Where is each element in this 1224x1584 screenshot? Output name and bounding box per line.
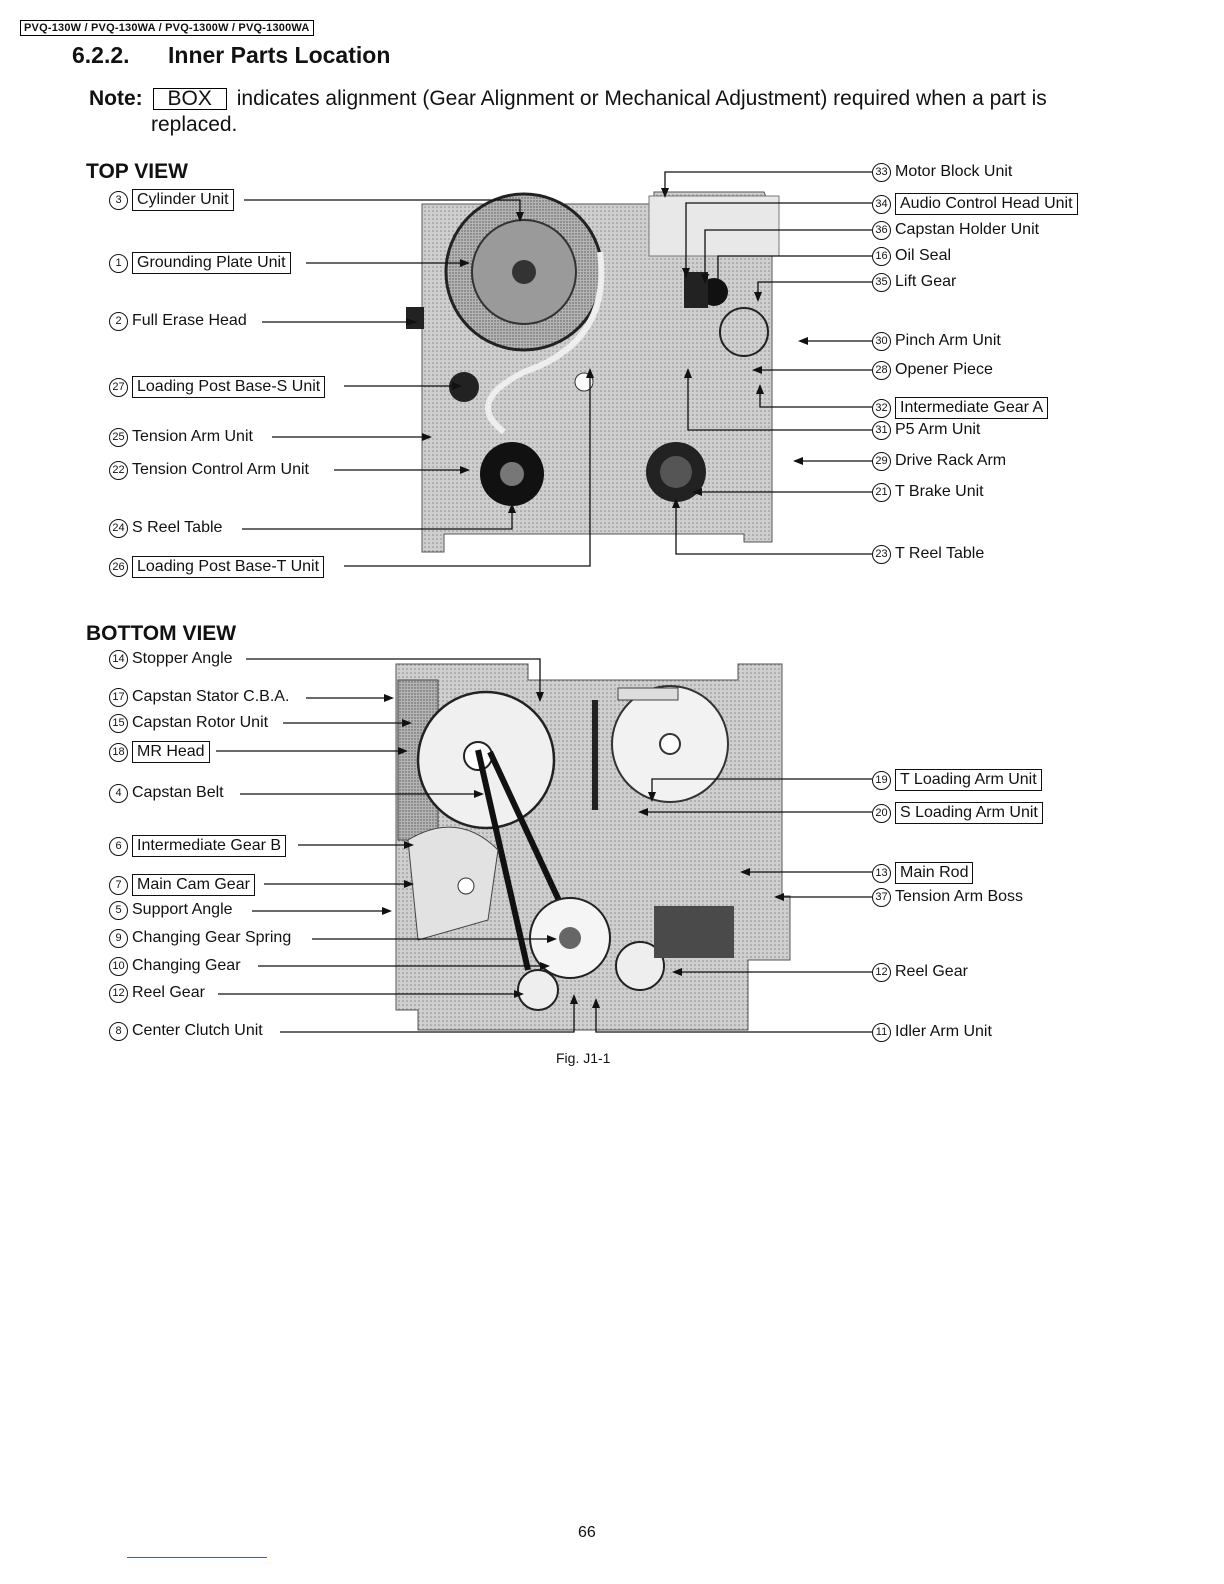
label-t-loading-arm-unit: 19 T Loading Arm Unit	[872, 769, 1042, 791]
footer-link-line	[127, 1557, 267, 1558]
label-p5-arm-unit: 31 P5 Arm Unit	[872, 420, 980, 440]
label-t-reel-table: 23 T Reel Table	[872, 544, 984, 564]
label-support-angle: 5 Support Angle	[109, 900, 233, 920]
label-pinch-arm-unit: 30 Pinch Arm Unit	[872, 331, 1001, 351]
model-numbers-header: PVQ-130W / PVQ-130WA / PVQ-1300W / PVQ-1300WA	[20, 20, 314, 36]
note-box-word: BOX	[153, 88, 227, 110]
label-t-brake-unit: 21 T Brake Unit	[872, 482, 984, 502]
label-intermediate-gear-a: 32 Intermediate Gear A	[872, 397, 1048, 419]
label-capstan-rotor-unit: 15 Capstan Rotor Unit	[109, 713, 268, 733]
label-s-loading-arm-unit: 20 S Loading Arm Unit	[872, 802, 1043, 824]
label-main-rod: 13 Main Rod	[872, 862, 973, 884]
label-reel-gear-left: 12 Reel Gear	[109, 983, 205, 1003]
label-grounding-plate-unit: 1 Grounding Plate Unit	[109, 252, 291, 274]
label-reel-gear-right: 12 Reel Gear	[872, 962, 968, 982]
label-tension-control-arm-unit: 22 Tension Control Arm Unit	[109, 460, 309, 480]
label-cylinder-unit: 3 Cylinder Unit	[109, 189, 234, 211]
label-s-reel-table: 24 S Reel Table	[109, 518, 222, 538]
label-mr-head: 18 MR Head	[109, 741, 210, 763]
label-tension-arm-unit: 25 Tension Arm Unit	[109, 427, 253, 447]
label-stopper-angle: 14 Stopper Angle	[109, 649, 233, 669]
label-idler-arm-unit: 11 Idler Arm Unit	[872, 1022, 992, 1042]
label-drive-rack-arm: 29 Drive Rack Arm	[872, 451, 1006, 471]
page-number: 66	[578, 1524, 596, 1541]
section-title: Inner Parts Location	[168, 42, 391, 68]
label-intermediate-gear-b: 6 Intermediate Gear B	[109, 835, 286, 857]
label-loading-post-base-s-unit: 27 Loading Post Base-S Unit	[109, 376, 325, 398]
note-lead: Note:	[89, 87, 143, 110]
label-center-clutch-unit: 8 Center Clutch Unit	[109, 1021, 263, 1041]
label-main-cam-gear: 7 Main Cam Gear	[109, 874, 255, 896]
note-line-2: replaced.	[151, 113, 238, 136]
label-capstan-holder-unit: 36 Capstan Holder Unit	[872, 220, 1039, 240]
label-opener-piece: 28 Opener Piece	[872, 360, 993, 380]
label-lift-gear: 35 Lift Gear	[872, 272, 956, 292]
label-oil-seal: 16 Oil Seal	[872, 246, 951, 266]
label-capstan-stator-cba: 17 Capstan Stator C.B.A.	[109, 687, 289, 707]
label-tension-arm-boss: 37 Tension Arm Boss	[872, 887, 1023, 907]
figure-caption: Fig. J1-1	[556, 1050, 611, 1066]
bottom-view-title: BOTTOM VIEW	[86, 622, 237, 645]
label-full-erase-head: 2 Full Erase Head	[109, 311, 247, 331]
label-motor-block-unit: 33 Motor Block Unit	[872, 162, 1012, 182]
label-changing-gear: 10 Changing Gear	[109, 956, 241, 976]
label-capstan-belt: 4 Capstan Belt	[109, 783, 224, 803]
label-loading-post-base-t-unit: 26 Loading Post Base-T Unit	[109, 556, 324, 578]
label-changing-gear-spring: 9 Changing Gear Spring	[109, 928, 291, 948]
section-number: 6.2.2.	[72, 42, 130, 68]
top-view-title: TOP VIEW	[86, 160, 188, 183]
note-line-1: indicates alignment (Gear Alignment or Mechanical Adjustment) required when a part is	[236, 87, 1047, 110]
label-audio-control-head-unit: 34 Audio Control Head Unit	[872, 193, 1078, 215]
